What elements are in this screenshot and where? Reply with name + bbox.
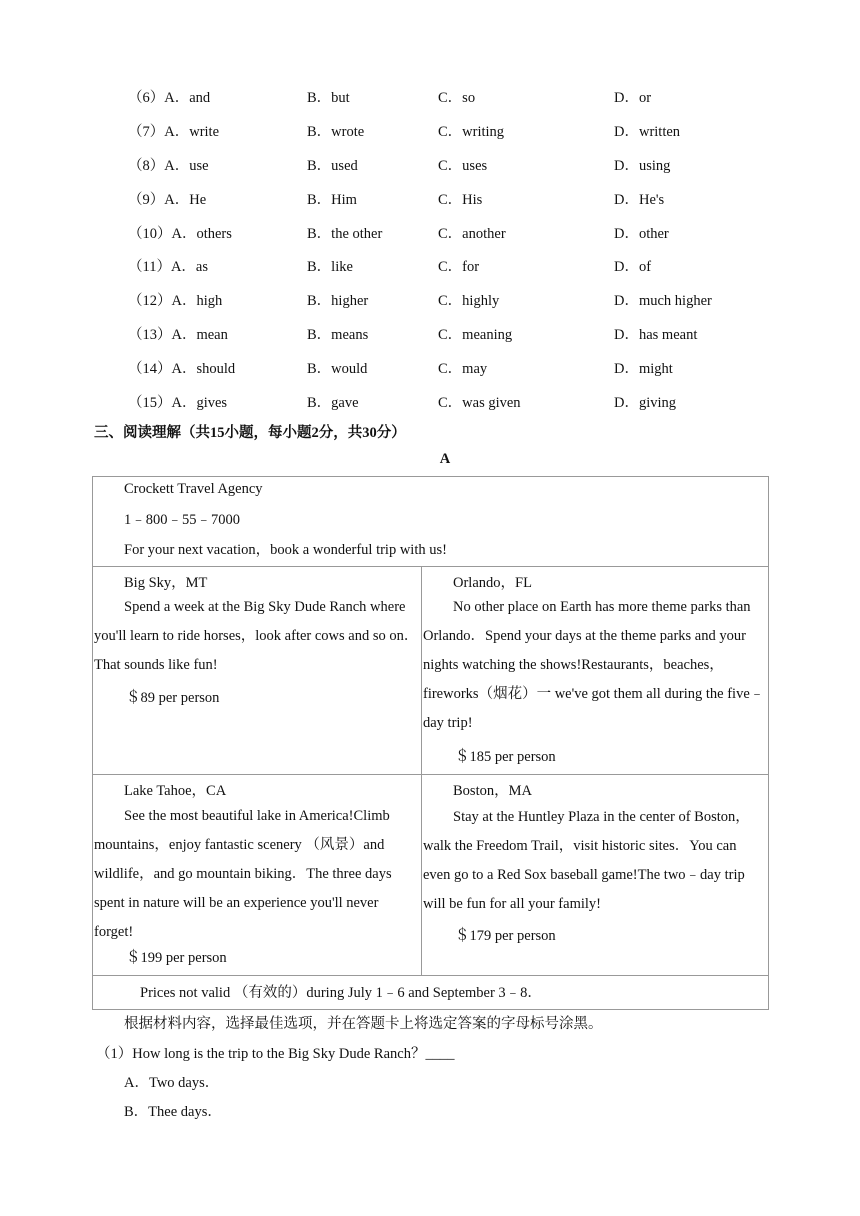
option-b: B．Him xyxy=(307,192,357,208)
option-row xyxy=(0,323,860,343)
question-stem: （1）How long is the trip to the Big Sky Dude Ranch？____ xyxy=(96,1046,455,1062)
option-a: （11）A．as xyxy=(128,259,209,275)
option-d: D．of xyxy=(614,259,652,275)
trip-place: Orlando，FL xyxy=(453,575,532,591)
answer-option-b[interactable]: B．Thee days． xyxy=(124,1104,222,1120)
option-a: （10）A．others xyxy=(128,226,232,242)
option-a: （7）A．write xyxy=(128,124,220,140)
trip-cell-boston xyxy=(421,774,769,976)
option-b: B．higher xyxy=(307,293,369,309)
trip-description: See the most beautiful lake in America!Climb mountains，enjoy fantastic scenery （风景）and wildlife，and go mountain biking．The three days spent in nature will be an experience you'll never forget! xyxy=(94,808,392,940)
option-row xyxy=(0,120,860,140)
trip-place: Big Sky，MT xyxy=(124,575,208,591)
price-note: Prices not valid （有效的）during July 1﹣6 and September 3﹣8． xyxy=(140,985,542,1001)
instruction: 根据材料内容，选择最佳选项，并在答题卡上将选定答案的字母标号涂黑。 xyxy=(124,1016,603,1032)
option-c: C．was given xyxy=(438,395,521,411)
option-b: B．gave xyxy=(307,395,359,411)
trip-price: ＄185 per person xyxy=(455,749,556,765)
option-b: B．would xyxy=(307,361,368,377)
option-row xyxy=(0,222,860,242)
option-b: B．but xyxy=(307,90,350,106)
option-a: （12）A．high xyxy=(128,293,223,309)
option-c: C．for xyxy=(438,259,480,275)
option-d: D．much higher xyxy=(614,293,712,309)
option-d: D．giving xyxy=(614,395,677,411)
trip-price: ＄179 per person xyxy=(455,928,556,944)
trip-cell-lake-tahoe xyxy=(92,774,422,976)
price-note-cell xyxy=(92,975,769,1010)
trip-description: No other place on Earth has more theme parks than Orlando．Spend your days at the theme parks and your nights watching the shows!Restaurants，beaches，fireworks（烟花）一 we've got them all during the five﹣day trip! xyxy=(423,599,765,731)
option-a: （13）A．mean xyxy=(128,327,228,343)
trip-cell-big-sky xyxy=(92,566,422,775)
trip-price: ＄199 per person xyxy=(126,950,227,966)
agency-phone: 1﹣800﹣55﹣7000 xyxy=(124,512,240,528)
option-d: D．other xyxy=(614,226,669,242)
section-title: 三、阅读理解（共15小题，每小题2分，共30分） xyxy=(94,425,406,441)
option-a: （15）A．gives xyxy=(128,395,228,411)
option-d: D．written xyxy=(614,124,681,140)
option-d: D．has meant xyxy=(614,327,698,343)
option-c: C．so xyxy=(438,90,476,106)
option-d: D．He's xyxy=(614,192,665,208)
option-d: D．using xyxy=(614,158,671,174)
trip-price: ＄89 per person xyxy=(126,690,220,706)
option-a: （9）A．He xyxy=(128,192,207,208)
option-c: C．another xyxy=(438,226,506,242)
answer-option-a[interactable]: A．Two days． xyxy=(124,1075,220,1091)
option-b: B．used xyxy=(307,158,358,174)
trip-place: Lake Tahoe，CA xyxy=(124,783,227,799)
trip-description: Stay at the Huntley Plaza in the center of Boston，walk the Freedom Trail，visit historic sites．You can even go to a Red Sox baseball game!The two﹣day trip will be fun for all your family! xyxy=(423,809,750,912)
option-c: C．His xyxy=(438,192,483,208)
agency-cell xyxy=(92,476,769,567)
option-b: B．the other xyxy=(307,226,383,242)
option-row xyxy=(0,357,860,377)
option-row xyxy=(0,289,860,309)
option-row xyxy=(0,391,860,411)
option-c: C．meaning xyxy=(438,327,513,343)
option-b: B．like xyxy=(307,259,353,275)
option-d: D．might xyxy=(614,361,673,377)
passage-label: A xyxy=(439,451,451,467)
option-row xyxy=(0,86,860,106)
option-row xyxy=(0,188,860,208)
option-row xyxy=(0,154,860,174)
option-row xyxy=(0,255,860,275)
trip-description: Spend a week at the Big Sky Dude Ranch where you'll learn to ride horses，look after cows and so on．That sounds like fun! xyxy=(94,599,419,673)
option-c: C．uses xyxy=(438,158,488,174)
option-a: （14）A．should xyxy=(128,361,236,377)
option-b: B．means xyxy=(307,327,369,343)
agency-name: Crockett Travel Agency xyxy=(124,481,263,497)
option-c: C．writing xyxy=(438,124,505,140)
option-b: B．wrote xyxy=(307,124,365,140)
option-d: D．or xyxy=(614,90,652,106)
option-c: C．may xyxy=(438,361,488,377)
trip-place: Boston，MA xyxy=(453,783,532,799)
trip-cell-orlando xyxy=(421,566,769,775)
agency-slogan: For your next vacation，book a wonderful trip with us! xyxy=(124,542,447,558)
option-c: C．highly xyxy=(438,293,500,309)
option-a: （6）A．and xyxy=(128,90,211,106)
option-a: （8）A．use xyxy=(128,158,209,174)
